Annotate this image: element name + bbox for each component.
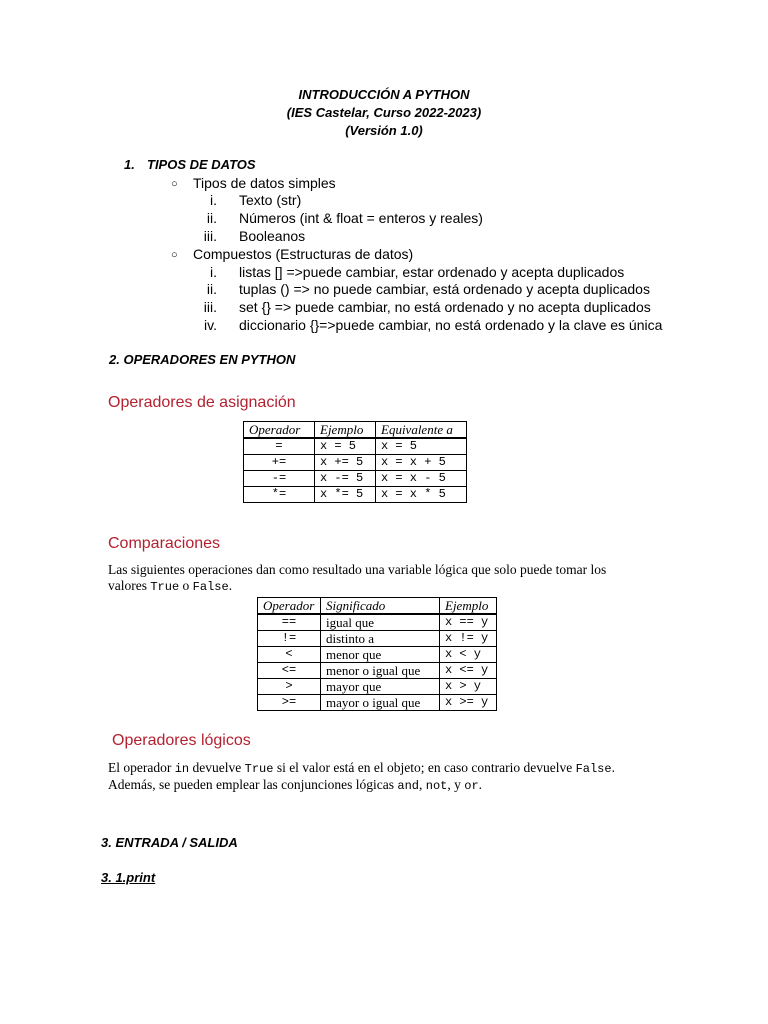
text-segment: Además, se pueden emplear las conjunciones lógicas [108, 777, 398, 792]
table-cell: = [244, 438, 315, 455]
table-cell: x = 5 [376, 438, 467, 455]
table-header: Equivalente a [376, 422, 467, 439]
table-cell: mayor que [321, 679, 440, 695]
section1-number: 1. [124, 157, 135, 172]
text-segment: si el valor está en el objeto; en caso contrario devuelve [273, 760, 576, 775]
table-header: Ejemplo [440, 598, 497, 615]
code-not: not [425, 779, 448, 793]
code-true: True [244, 762, 274, 776]
table-cell: *= [244, 487, 315, 503]
list-item: set {} => puede cambiar, no está ordenado y no acepta duplicados [239, 299, 651, 315]
code-in: in [174, 762, 190, 776]
table-cell: x += 5 [315, 455, 376, 471]
table-row [258, 647, 497, 663]
circle-bullet-icon: ○ [171, 178, 178, 190]
table-cell: x > y [440, 679, 497, 695]
logical-heading: Operadores lógicos [112, 732, 251, 749]
table-cell: x = x - 5 [376, 471, 467, 487]
table-header: Operador [258, 598, 321, 615]
table-row [244, 438, 467, 455]
table-cell: x *= 5 [315, 487, 376, 503]
text-segment: , y [447, 777, 465, 792]
comparisons-intro-line1: Las siguientes operaciones dan como resultado una variable lógica que solo puede tomar los [108, 562, 607, 577]
table-cell: x = x + 5 [376, 455, 467, 471]
table-cell: menor o igual que [321, 663, 440, 679]
list-numeral: i. [210, 264, 217, 280]
table-row [244, 455, 467, 471]
list-item: Texto (str) [239, 192, 302, 208]
table-row [258, 631, 497, 647]
table-row [258, 614, 497, 631]
comparisons-heading: Comparaciones [108, 535, 221, 552]
table-cell: += [244, 455, 315, 471]
section3-subtitle: 3. 1.print [101, 870, 156, 885]
logical-line1 [108, 760, 615, 776]
list-item: tuplas () => no puede cambiar, está ordenado y acepta duplicados [239, 281, 650, 297]
logical-line2 [108, 777, 482, 793]
table-cell: != [258, 631, 321, 647]
table-cell: x -= 5 [315, 471, 376, 487]
table-cell: < [258, 647, 321, 663]
table-cell: <= [258, 663, 321, 679]
code-or: or [464, 779, 479, 793]
text-segment: devuelve [189, 760, 245, 775]
list-numeral: i. [210, 192, 217, 208]
table-cell: x == y [440, 614, 497, 631]
list-item: listas [] =>puede cambiar, estar ordenado y acepta duplicados [239, 264, 625, 280]
table-row [258, 663, 497, 679]
table-row [244, 487, 467, 503]
table-row [244, 471, 467, 487]
circle-bullet-icon: ○ [171, 249, 178, 261]
table-cell: menor que [321, 647, 440, 663]
compound-types-label: Compuestos (Estructuras de datos) [193, 246, 414, 262]
code-false: False [575, 762, 612, 776]
table-cell: distinto a [321, 631, 440, 647]
text-segment: El operador [108, 760, 175, 775]
section3-title: 3. ENTRADA / SALIDA [101, 835, 238, 850]
table-cell: igual que [321, 614, 440, 631]
table-cell: > [258, 679, 321, 695]
table-cell: == [258, 614, 321, 631]
simple-types-label: Tipos de datos simples [193, 175, 336, 191]
code-true: True [150, 580, 180, 594]
table-cell: x = 5 [315, 438, 376, 455]
table-cell: mayor o igual que [321, 695, 440, 711]
table-header: Ejemplo [315, 422, 376, 439]
code-false: False [192, 580, 229, 594]
table-header: Significado [321, 598, 440, 615]
list-numeral: iv. [204, 317, 217, 333]
comparisons-intro-line2 [108, 578, 232, 594]
list-numeral: ii. [206, 210, 217, 226]
document-version: (Versión 1.0) [345, 123, 423, 138]
list-numeral: ii. [206, 281, 217, 297]
comparisons-table [257, 597, 497, 711]
table-cell: x = x * 5 [376, 487, 467, 503]
list-item: Booleanos [239, 228, 306, 244]
document-title: INTRODUCCIÓN A PYTHON [298, 87, 470, 102]
list-item: Números (int & float = enteros y reales) [239, 210, 483, 226]
table-cell: -= [244, 471, 315, 487]
table-row [258, 695, 497, 711]
section1-title: TIPOS DE DATOS [147, 157, 256, 172]
text-segment: . [478, 777, 483, 792]
table-cell: x >= y [440, 695, 497, 711]
text-segment: valores [108, 578, 151, 593]
table-cell: x <= y [440, 663, 497, 679]
document-subtitle: (IES Castelar, Curso 2022-2023) [286, 105, 482, 120]
table-cell: x < y [440, 647, 497, 663]
table-cell: >= [258, 695, 321, 711]
list-item: diccionario {}=>puede cambiar, no está ordenado y la clave es única [239, 317, 663, 333]
text-segment: . [611, 760, 615, 775]
text-segment: . [228, 578, 233, 593]
assignment-heading: Operadores de asignación [108, 394, 296, 411]
section2-title: 2. OPERADORES EN PYTHON [109, 352, 296, 367]
text-segment: , [419, 777, 426, 792]
table-header: Operador [244, 422, 315, 439]
text-segment: o [179, 578, 193, 593]
list-numeral: iii. [203, 299, 217, 315]
assignment-table [243, 421, 467, 503]
table-cell: x != y [440, 631, 497, 647]
table-row [258, 679, 497, 695]
list-numeral: iii. [203, 228, 217, 244]
code-and: and [397, 779, 420, 793]
